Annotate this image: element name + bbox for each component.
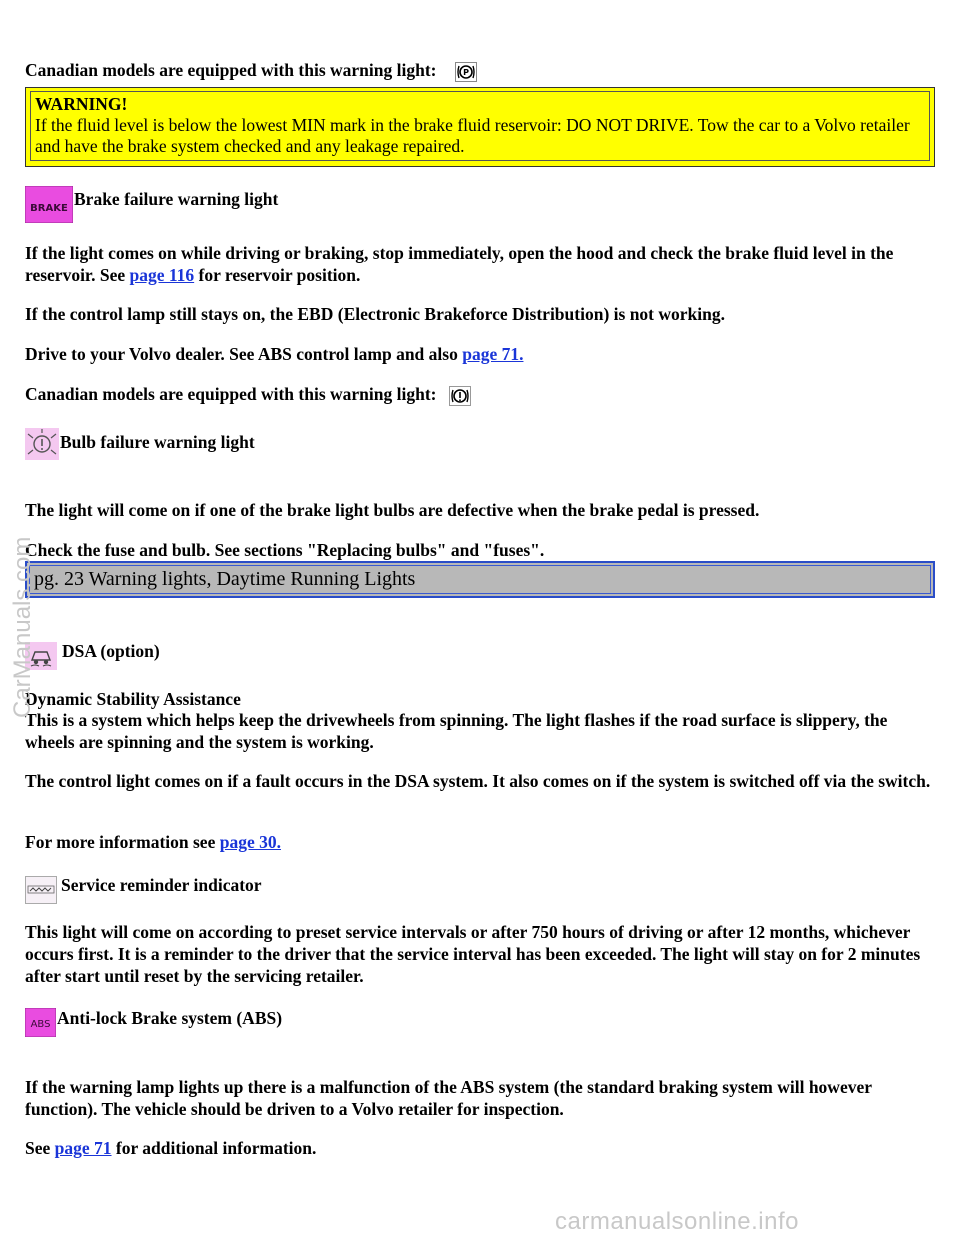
dsa-paragraph-2: The control light comes on if a fault occurs in the DSA system. It also comes on if the system is switched off via the switch.: [25, 771, 931, 791]
dsa-subheading: Dynamic Stability Assistance: [25, 689, 241, 709]
canadian-intro-2: [25, 383, 935, 406]
warning-box: [25, 87, 935, 167]
page-30-link[interactable]: page 30.: [219, 832, 281, 852]
page-header-text: pg. 23 Warning lights, Daytime Running Lights: [29, 565, 931, 594]
brake-paragraph-2: If the control lamp still stays on, the EBD (Electronic Brakeforce Distribution) is not working.: [25, 304, 725, 324]
brake-p3-text: Drive to your Volvo dealer. See ABS control lamp and also: [25, 344, 458, 364]
abs-paragraph-1: If the warning lamp lights up there is a malfunction of the ABS system (the standard braking system will however function). The vehicle should be driven to a Volvo retailer for inspection.: [25, 1077, 872, 1119]
dsa-heading: DSA (option): [62, 641, 160, 661]
page-71-link-1[interactable]: page 71.: [462, 344, 524, 364]
bulb-heading: Bulb failure warning light: [60, 432, 255, 452]
page-116-link[interactable]: page 116: [129, 265, 195, 285]
abs-lamp-icon: [25, 1008, 56, 1042]
page-71-link-2[interactable]: page 71: [54, 1138, 112, 1158]
warning-body: If the fluid level is below the lowest MIN mark in the brake fluid reservoir: DO NOT DRIVE. Tow the car to a Volvo retailer and have the brake system checked and any leakage repaired.: [35, 115, 910, 156]
bulb-paragraph-2: Check the fuse and bulb. See sections "Replacing bulbs" and "fuses".: [25, 540, 545, 560]
brake-circle-icon: [455, 62, 477, 82]
brake-paragraph-1: [25, 242, 935, 286]
side-watermark: [0, 530, 40, 720]
canadian-intro-text: Canadian models are equipped with this warning light:: [25, 60, 437, 80]
canadian-intro-1: [25, 59, 935, 82]
brake-heading: Brake failure warning light: [74, 189, 279, 209]
bulb-paragraph-1: The light will come on if one of the brake light bulbs are defective when the brake pedal is pressed.: [25, 500, 760, 520]
service-lamp-icon: [25, 876, 57, 909]
brake-lamp-label: BRAKE: [30, 203, 68, 214]
brake-lamp-icon: [25, 186, 73, 228]
dsa-paragraph-1: This is a system which helps keep the drivewheels from spinning. The light flashes if the road surface is slippery, the wheels are spinning and the system is working.: [25, 710, 888, 752]
warning-title: WARNING!: [35, 94, 128, 114]
abs-p2-post: for additional information.: [115, 1138, 317, 1158]
page-header-bar: [25, 561, 935, 598]
bottom-watermark: carmanualsonline.info: [555, 1208, 799, 1235]
service-paragraph-1: This light will come on according to preset service intervals or after 750 hours of driving or after 12 months, whichever occurs first. It is a reminder to the driver that the service interval has been exceeded. The light will stay on for 2 minutes after start until reset by the servicing retailer.: [25, 922, 921, 986]
abs-paragraph-2: [25, 1137, 935, 1159]
side-watermark-text: CarManuals.com: [9, 536, 36, 718]
abs-p2-text: See: [25, 1138, 51, 1158]
brake-p1-text: If the light comes on while driving or braking, stop immediately, open the hood and check the brake fluid level in the reservoir. See: [25, 243, 894, 285]
dsa-paragraph-3: [25, 831, 935, 853]
brake-p1-post: for reservoir position.: [198, 265, 361, 285]
brake-paragraph-3: [25, 343, 935, 365]
canadian-intro-text-2: Canadian models are equipped with this warning light:: [25, 384, 437, 404]
bulb-circle-icon: [449, 386, 471, 406]
service-heading: Service reminder indicator: [61, 875, 262, 895]
abs-heading: Anti-lock Brake system (ABS): [57, 1008, 283, 1028]
dsa-p3-text: For more information see: [25, 832, 216, 852]
svg-text:P: P: [462, 68, 469, 78]
bulb-lamp-icon: [25, 428, 59, 465]
abs-lamp-label: ABS: [30, 1019, 51, 1030]
